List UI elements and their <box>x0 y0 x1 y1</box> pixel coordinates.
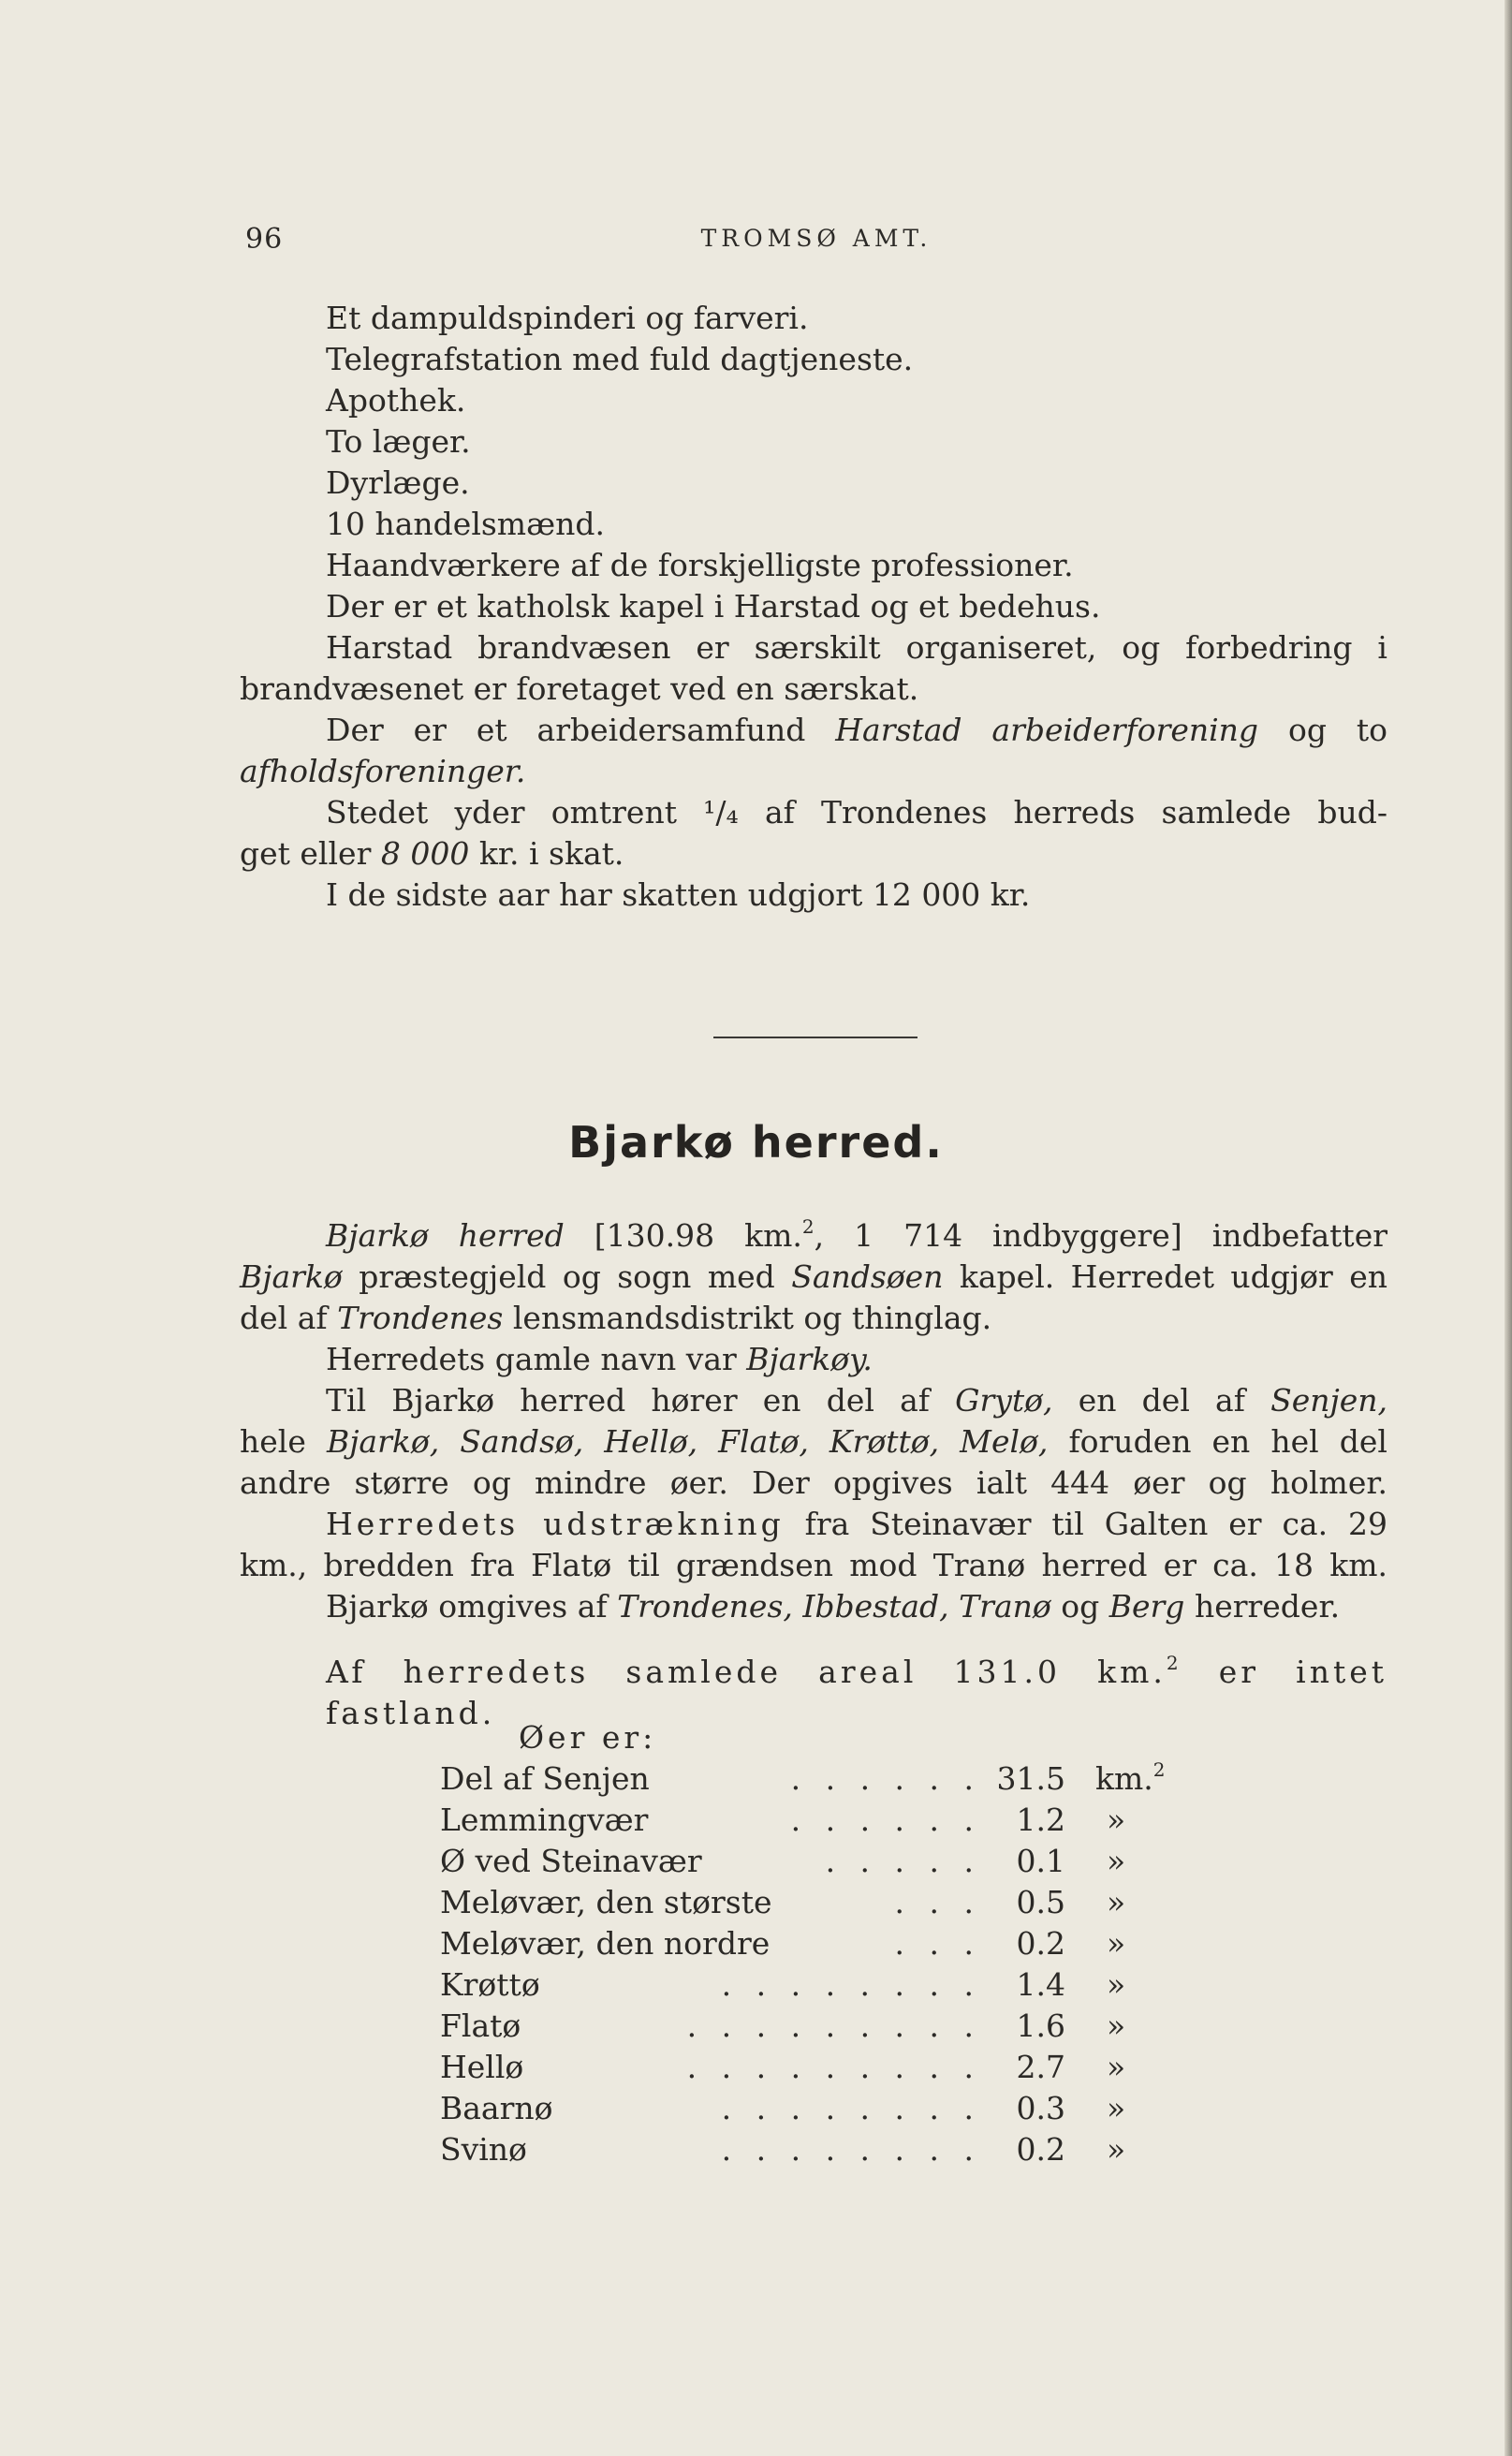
harstad-continuation <box>240 298 1387 916</box>
island-area: 0.3 <box>1016 2090 1065 2126</box>
leader-dots: . . . . . . . . <box>721 1966 981 2003</box>
island-row <box>440 1923 1126 1964</box>
island-row <box>440 2006 1126 2047</box>
area-unit: » <box>1107 2131 1126 2168</box>
leader-dots: . . . . . . <box>790 1802 981 1838</box>
island-row <box>440 2129 1126 2170</box>
island-name: Meløvær, den største <box>440 1882 780 1923</box>
text-line: Harstad brandvæsen er særskilt organiseret, og forbedring i <box>326 629 1387 666</box>
island-name: Lemmingvær <box>440 1800 655 1841</box>
leader-dots: . . . . . . <box>790 1760 981 1797</box>
text-line: Stedet yder omtrent ¹/₄ af Trondenes herreds samlede bud- <box>326 794 1388 831</box>
area-unit: » <box>1107 1802 1126 1838</box>
text-line: Dyrlæge. <box>326 464 470 501</box>
island-row <box>440 1758 1166 1800</box>
island-area: 0.5 <box>1016 1884 1065 1920</box>
island-row <box>440 1964 1126 2006</box>
text-line: Til Bjarkø herred hører en del af Grytø, en del af Senjen, <box>326 1382 1388 1419</box>
page-edge <box>1505 0 1512 2456</box>
leader-dots: . . . . . <box>825 1843 981 1879</box>
text-line: hele Bjarkø, Sandsø, Hellø, Flatø, Krøttø, Melø, foruden en hel del <box>240 1423 1387 1460</box>
leader-dots: . . . . . . . . . <box>686 2049 981 2085</box>
text-line: Der er et katholsk kapel i Harstad og et bedehus. <box>326 588 1101 625</box>
island-area: 1.4 <box>1016 1966 1065 2003</box>
section-heading: Bjarkø herred. <box>568 1117 944 1168</box>
text-line: brandvæsenet er foretaget ved en særskat. <box>240 670 919 707</box>
running-header <box>245 217 1387 264</box>
island-name: Flatø <box>440 2006 528 2047</box>
area-unit: » <box>1107 2007 1126 2044</box>
island-name: Ø ved Steinavær <box>440 1841 710 1882</box>
text-line: 10 handelsmænd. <box>326 506 605 542</box>
leader-dots: . . . . . . . . . <box>686 2007 981 2044</box>
bjarko-body <box>240 1215 1387 1734</box>
island-row <box>440 1800 1126 1841</box>
text-line: Bjarkø herred [130.98 km.$^2$, 1 714 indbyggere] indbefatter <box>326 1215 1387 1254</box>
text-line: To læger. <box>326 423 471 460</box>
island-name: Meløvær, den nordre <box>440 1923 777 1964</box>
text-line: Bjarkø præstegjeld og sogn med Sandsøen kapel. Herredet udgjør en <box>240 1258 1387 1295</box>
island-name: Del af Senjen <box>440 1758 657 1800</box>
area-unit: » <box>1107 2090 1126 2126</box>
area-unit: km.$^2$ <box>1095 1758 1166 1797</box>
leader-dots: . . . . . . . . <box>721 2090 981 2126</box>
area-unit: » <box>1107 1966 1126 2003</box>
text-line: Haandværkere af de forskjelligste professioner. <box>326 547 1074 583</box>
island-row <box>440 2088 1126 2129</box>
text-line: km., bredden fra Flatø til grændsen mod Tranø herred er ca. 18 km. <box>240 1547 1387 1583</box>
text-line: Bjarkø omgives af Trondenes, Ibbestad, Tranø og Berg herreder. <box>326 1588 1341 1625</box>
running-title: TROMSØ AMT. <box>700 225 932 252</box>
island-row <box>440 2047 1126 2088</box>
text-line: get eller 8 000 kr. i skat. <box>240 835 624 872</box>
text-line: Et dampuldspinderi og farveri. <box>326 300 809 336</box>
text-line: del af Trondenes lensmandsdistrikt og thinglag. <box>240 1300 992 1336</box>
island-name: Krøttø <box>440 1964 548 2006</box>
text-line: Telegrafstation med fuld dagtjeneste. <box>326 341 914 377</box>
island-rows <box>440 1758 1166 2170</box>
island-name: Baarnø <box>440 2088 561 2129</box>
area-unit: » <box>1107 1843 1126 1879</box>
island-area: 31.5 <box>996 1760 1065 1797</box>
islands-heading: Øer er: <box>519 1719 657 1756</box>
area-unit: » <box>1107 2049 1126 2085</box>
text-line: Herredets udstrækning fra Steinavær til Galten er ca. 29 <box>326 1506 1387 1542</box>
area-unit: » <box>1107 1925 1126 1962</box>
island-area: 1.2 <box>1016 1802 1065 1838</box>
island-row <box>440 1841 1126 1882</box>
text-line: Af herredets samlede areal 131.0 km.$^2$ er intet fastland. <box>326 1652 1387 1731</box>
section-divider <box>713 1037 917 1038</box>
text-line: andre større og mindre øer. Der opgives ialt 444 øer og holmer. <box>240 1464 1387 1501</box>
text-line: I de sidste aar har skatten udgjort 12 000 kr. <box>326 876 1031 913</box>
text-line: Herredets gamle navn var Bjarkøy. <box>326 1341 873 1377</box>
island-name: Hellø <box>440 2047 531 2088</box>
islands-list <box>440 1717 1166 2170</box>
island-name: Svinø <box>440 2129 535 2170</box>
island-area: 2.7 <box>1016 2049 1065 2085</box>
island-area: 0.1 <box>1016 1843 1065 1879</box>
leader-dots: . . . <box>894 1925 981 1962</box>
page-number: 96 <box>245 223 284 256</box>
island-area: 1.6 <box>1016 2007 1065 2044</box>
leader-dots: . . . . . . . . <box>721 2131 981 2168</box>
island-area: 0.2 <box>1016 2131 1065 2168</box>
leader-dots: . . . <box>894 1884 981 1920</box>
text-line: Apothek. <box>326 382 466 419</box>
island-row <box>440 1882 1126 1923</box>
island-area: 0.2 <box>1016 1925 1065 1962</box>
text-line: afholdsforeninger. <box>240 753 526 789</box>
text-line: Der er et arbeidersamfund Harstad arbeiderforening og to <box>326 712 1387 748</box>
area-unit: » <box>1107 1884 1126 1920</box>
